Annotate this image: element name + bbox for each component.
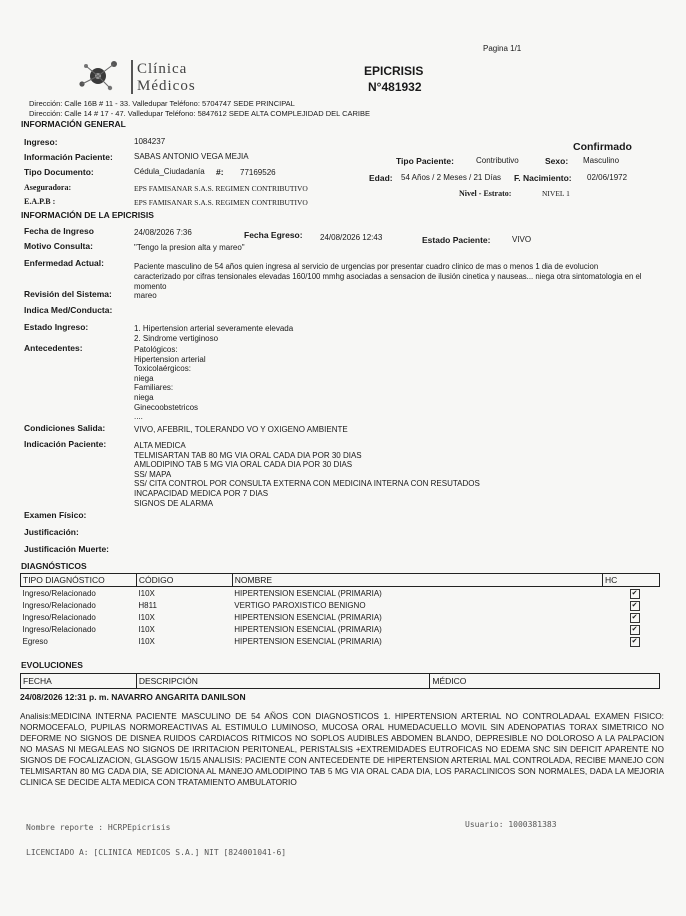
instruction-item: SIGNOS DE ALARMA (134, 498, 214, 508)
patient-state-value: VIVO (512, 235, 532, 244)
level-value: NIVEL 1 (542, 189, 570, 198)
ingreso-label: Ingreso: (24, 137, 58, 147)
document-number: N°481932 (368, 80, 422, 94)
diagnosis-type: Ingreso/Relacionado (22, 612, 96, 622)
exit-conditions-value: VIVO, AFEBRIL, TOLERANDO VO Y OXIGENO AMBIENTE (134, 425, 348, 434)
system-review-value: mareo (134, 291, 157, 300)
instruction-item: TELMISARTAN TAB 80 MG VIA ORAL CADA DIA POR 30 DIAS (134, 450, 362, 460)
logo-text-line2: Médicos (137, 78, 196, 94)
birthdate-label: F. Nacimiento: (514, 173, 572, 183)
admission-state-label: Estado Ingreso: (24, 322, 89, 332)
patient-instructions-list (134, 441, 480, 508)
current-illness-value: Paciente masculino de 54 años quien ingresa al servicio de urgencias por presentar cuadro clinico de mas o menos 1 dia de evolucion caracterizado por cifras tensionales elevadas 160/100 mmhg asociadas a sensacion de ilusión cinetica y nauseas... niega otra sintomatologia en el momento (134, 262, 642, 291)
sex-value: Masculino (583, 156, 620, 165)
history-item: Hipertension arterial (134, 354, 206, 364)
admission-state-item: 2. Sindrome vertiginoso (134, 334, 219, 343)
history-list (134, 345, 206, 422)
history-item: .... (134, 412, 143, 422)
logo-text-line1: Clínica (137, 61, 188, 77)
discharge-date-value: 24/08/2026 12:43 (320, 233, 383, 242)
current-illness-label: Enfermedad Actual: (24, 258, 104, 268)
clinic-logo-mark (74, 56, 134, 100)
diagnosis-name: HIPERTENSION ESENCIAL (PRIMARIA) (234, 612, 382, 622)
ingreso-value: 1084237 (134, 137, 166, 146)
evolution-entry-header: 24/08/2026 12:31 p. m. NAVARRO ANGARITA DANILSON (20, 692, 246, 702)
eapb-value: EPS FAMISANAR S.A.S. REGIMEN CONTRIBUTIVO (134, 198, 308, 207)
col-description: DESCRIPCIÓN (136, 674, 430, 689)
hc-checkbox[interactable]: ✔ (630, 601, 640, 611)
doc-type-label: Tipo Documento: (24, 167, 94, 177)
discharge-date-label: Fecha Egreso: (244, 230, 303, 240)
history-label: Antecedentes: (24, 343, 83, 353)
diagnosis-code: I10X (138, 588, 155, 598)
diagnoses-header-row (21, 574, 660, 587)
history-item: niega (134, 392, 154, 402)
eapb-label: E.A.P.B : (24, 197, 56, 206)
sex-label: Sexo: (545, 156, 569, 166)
diagnosis-name: HIPERTENSION ESENCIAL (PRIMARIA) (234, 636, 382, 646)
diagnosis-code: H811 (138, 600, 157, 610)
instruction-item: ALTA MEDICA (134, 441, 186, 450)
hc-checkbox[interactable]: ✔ (630, 637, 640, 647)
hc-checkbox[interactable]: ✔ (630, 625, 640, 635)
section-epicrisis-info: INFORMACIÓN DE LA EPICRISIS (21, 210, 154, 220)
instruction-item: INCAPACIDAD MEDICA POR 7 DIAS (134, 488, 269, 498)
conduct-label: Indica Med/Conducta: (24, 305, 113, 315)
doc-type-value: Cédula_Ciudadanía (134, 167, 205, 176)
admission-state-item: 1. Hipertension arterial severamente elevada (134, 324, 294, 333)
diagnosis-code: I10X (138, 612, 155, 622)
diagnosis-type: Egreso (22, 636, 48, 646)
exit-conditions-label: Condiciones Salida: (24, 423, 106, 433)
age-label: Edad: (369, 173, 393, 183)
doc-number-label: #: (216, 167, 224, 177)
user-id: Usuario: 1000381383 (465, 820, 557, 829)
patient-name: SABAS ANTONIO VEGA MEJIA (134, 152, 249, 161)
age-value: 54 Años / 2 Meses / 21 Días (401, 173, 502, 182)
license-info: LICENCIADO A: [CLINICA MEDICOS S.A.] NIT [824001041-6] (26, 848, 287, 857)
patient-instructions-label: Indicación Paciente: (24, 439, 107, 449)
report-name: Nombre reporte : HCRPEpicrisis (26, 823, 171, 832)
section-diagnoses: DIAGNÓSTICOS (21, 561, 87, 571)
address-main: Dirección: Calle 16B # 11 - 33. Valledupar Teléfono: 5704747 SEDE PRINCIPAL (29, 99, 295, 108)
history-item: Toxicolaérgicos: (134, 364, 191, 374)
evolution-entry-text: Analisis:MEDICINA INTERNA PACIENTE MASCULINO DE 54 AÑOS CON DIAGNOSTICOS 1. HIPERTENSION ARTERIAL NO CONTROLADAAL EXAMEN FISICO: NORMOCEFALO, PUPILAS NORMOREACTIVAS AL ESTIMULO LUMINOSO, MUCOSA ORAL HUMEDACUELLO MOVIL SIN ADENOPATIAS TORAX SIMETRICO NO DEFORME NO SIGNOS DE DISNEA RUIDOS CARDIACOS RITMICOS NO SOPLOS AUDIBLES ABDOMEN BLANDO, DEPRESIBLE NO DOLOROSO A LA PALPACION NO MASAS NI MEGALEAS NO SIGNOS DE IRRITACION PERITONEAL, PERISTALSIS +EXTREMIDADES EUTROFICAS NO EDEMA SNC SIN DEFICIT APARENTE NO SIGNOS DE FOCALIZACION, GLASGOW 15/15 ANALISIS: PACIENTE CON ANTECEDENTE DE HIPERTENSION ARTERIAL MAL CONTROLADA, RECIBE MANEJO CON TELMISARTAN 80 MG CADA DIA, SE ADICIONA AL MANEJO AMLODIPINO TAB 5 MG VIA ORAL CADA DIA, LOS PARACLINICOS SON NORMALES, DADA LA MEJORIA CLINICA SE DECIDE ALTA MEDICA CON TRATAMIENTO AMBULATORIO (20, 711, 664, 787)
hc-checkbox[interactable]: ✔ (630, 589, 640, 599)
diagnosis-type: Ingreso/Relacionado (22, 624, 96, 634)
doc-number-value: 77169526 (240, 168, 276, 177)
birthdate-value: 02/06/1972 (587, 173, 628, 182)
col-hc: HC (603, 574, 660, 587)
death-justification-label: Justificación Muerte: (24, 544, 110, 554)
table-row (21, 611, 660, 623)
patient-type-label: Tipo Paciente: (396, 156, 454, 166)
table-row (21, 599, 660, 611)
col-name: NOMBRE (232, 574, 602, 587)
patient-type-value: Contributivo (476, 156, 519, 165)
instruction-item: SS/ CITA CONTROL POR CONSULTA EXTERNA CON MEDICINA INTERNA CON RESUTADOS (134, 479, 480, 489)
admission-date-label: Fecha de Ingreso (24, 226, 94, 236)
address-secondary: Dirección: Calle 14 # 17 - 47. Valledupar Teléfono: 5847612 SEDE ALTA COMPLEJIDAD DEL CARIBE (29, 109, 371, 118)
admission-date-value: 24/08/2026 7:36 (134, 228, 192, 237)
hc-checkbox[interactable]: ✔ (630, 613, 640, 623)
col-physician: MÉDICO (430, 674, 660, 689)
table-row (21, 587, 660, 600)
patient-info-label: Información Paciente: (24, 152, 113, 162)
section-general-info: INFORMACIÓN GENERAL (21, 119, 126, 129)
reason-value: "Tengo la presion alta y mareo" (134, 243, 245, 252)
diagnoses-table (20, 573, 660, 647)
level-label: Nivel - Estrato: (459, 189, 512, 198)
physical-exam-label: Examen Físico: (24, 510, 87, 520)
system-review-label: Revisión del Sistema: (24, 289, 112, 299)
history-item: Familiares: (134, 383, 174, 393)
diagnosis-type: Ingreso/Relacionado (22, 588, 96, 598)
table-row (21, 623, 660, 635)
patient-state-label: Estado Paciente: (422, 235, 491, 245)
history-item: Patológicos: (134, 345, 178, 354)
instruction-item: SS/ MAPA (134, 469, 172, 479)
table-row (21, 635, 660, 647)
logo-divider (131, 60, 133, 94)
instruction-item: AMLODIPINO TAB 5 MG VIA ORAL CADA DIA POR 30 DIAS (134, 460, 353, 470)
col-date: FECHA (21, 674, 137, 689)
document-title: EPICRISIS (364, 64, 424, 78)
diagnosis-code: I10X (138, 636, 155, 646)
diagnosis-type: Ingreso/Relacionado (22, 600, 96, 610)
status-confirmed: Confirmado (573, 141, 632, 153)
history-item: Ginecoobstetricos (134, 402, 199, 412)
evolutions-table (20, 673, 660, 689)
evolutions-header-row (21, 674, 660, 689)
diagnosis-name: HIPERTENSION ESENCIAL (PRIMARIA) (234, 624, 382, 634)
diagnosis-name: HIPERTENSION ESENCIAL (PRIMARIA) (234, 588, 382, 598)
page-number: Pagina 1/1 (483, 44, 522, 53)
reason-label: Motivo Consulta: (24, 241, 93, 251)
justification-label: Justificación: (24, 527, 79, 537)
admission-state-list (134, 324, 293, 344)
insurer-label: Aseguradora: (24, 183, 72, 192)
col-diagnosis-type: TIPO DIAGNÓSTICO (21, 574, 137, 587)
history-item: niega (134, 373, 154, 383)
diagnosis-name: VERTIGO PAROXISTICO BENIGNO (234, 600, 366, 610)
insurer-value: EPS FAMISANAR S.A.S. REGIMEN CONTRIBUTIVO (134, 184, 308, 193)
col-code: CÓDIGO (136, 574, 232, 587)
section-evolutions: EVOLUCIONES (21, 660, 83, 670)
diagnosis-code: I10X (138, 624, 155, 634)
